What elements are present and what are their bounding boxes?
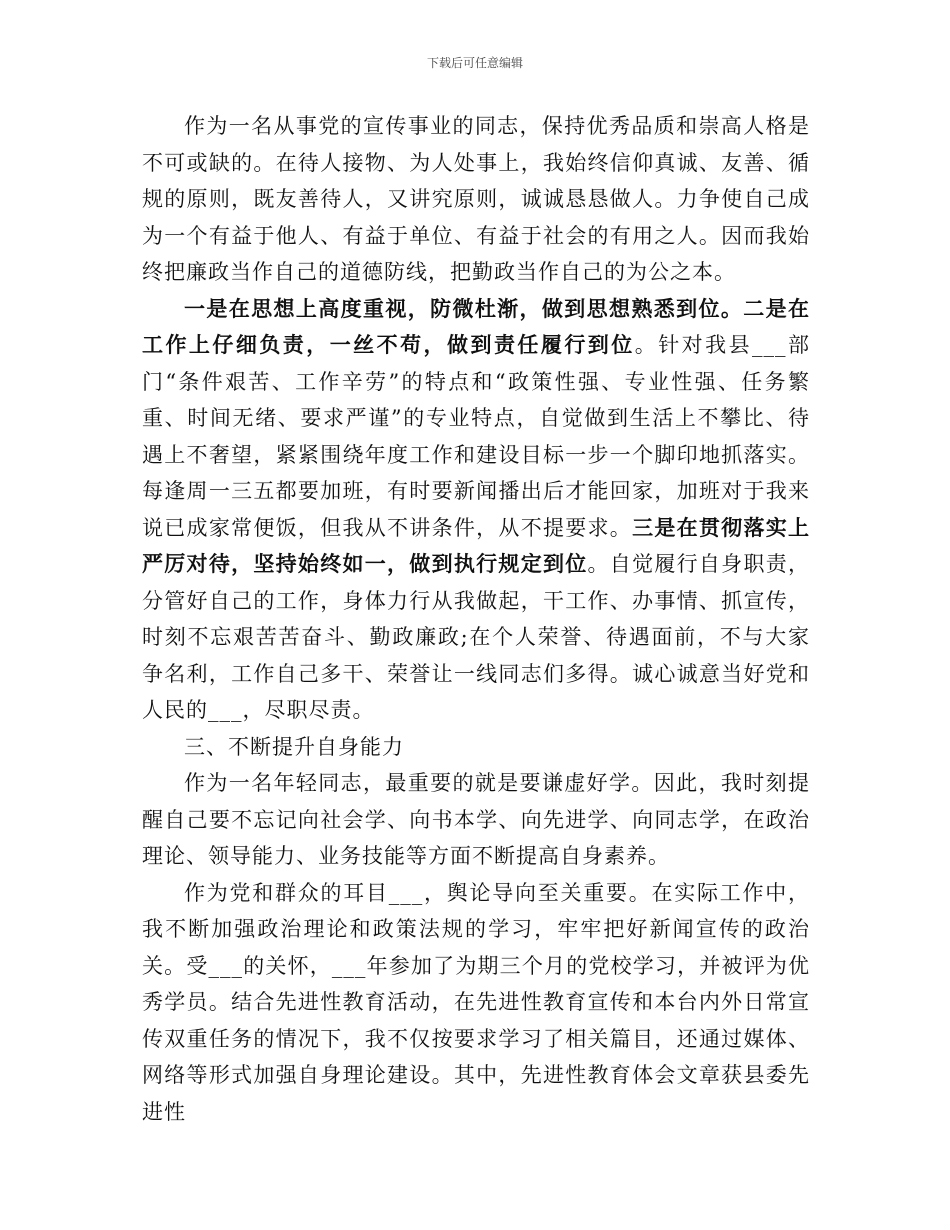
page-header: 下载后可任意编辑 bbox=[426, 56, 523, 70]
paragraph-4: 作为党和群众的耳目___，舆论导向至关重要。在实际工作中，我不断加强政治理论和政策法规的学习，牢牢把好新闻宣传的政治关。受___的关怀，___年参加了为期三个月的党校学习，并被评为优秀学员。结合先进性教育活动，在先进性教育宣传和本台内外日常宣传双重任务的情况下，我不仅按要求学习了相关篇目，还通过媒体、网络等形式加强自身理论建设。其中，先进性教育体会文章获县委先进性 bbox=[142, 880, 810, 1124]
paragraph-3: 作为一名年轻同志，最重要的就是要谦虚好学。因此，我时刻提醒自己要不忘记向社会学、向书本学、向先进学、向同志学，在政治理论、领导能力、业务技能等方面不断提高自身素养。 bbox=[142, 771, 810, 868]
text-run-1: 。针对我县___部门“条件艰苦、工作辛劳”的特点和“政策性强、专业性强、任务繁重、时间无绪、要求严谨”的专业特点，自觉做到生活上不攀比、待遇上不奢望，紧紧围绕年度工作和建设目标一步一个脚印地抓落实。每逢周一三五都要加班，有时要新闻播出后才能回家，加班对于我来说已成家常便饭，但我从不讲条件，从不提要求。 bbox=[142, 333, 811, 540]
bold-phrase-2: 三是在贯彻落实上严厉对待，坚持始终如一，做到执行规定到位 bbox=[142, 514, 811, 576]
bold-phrase-1: 一是在思想上高度重视，防微杜渐，做到思想熟悉到位。二是在工作上仔细负责，一丝不苟，做到责任履行到位 bbox=[142, 295, 810, 357]
document-body bbox=[142, 108, 810, 1130]
section-heading: 三、不断提升自身能力 bbox=[184, 734, 404, 759]
text-run-2: 。自觉履行自身职责，分管好自己的工作，身体力行从我做起，干工作、办事情、抓宣传，时刻不忘艰苦苦奋斗、勤政廉政;在个人荣誉、待遇面前，不与大家争名利，工作自己多干、荣誉让一线同志们多得。诚心诚意当好党和人民的___，尽职尽责。 bbox=[142, 552, 810, 722]
paragraph-2 bbox=[142, 291, 810, 729]
paragraph-1: 作为一名从事党的宣传事业的同志，保持优秀品质和崇高人格是不可或缺的。在待人接物、为人处事上，我始终信仰真诚、友善、循规的原则，既友善待人，又讲究原则，诚诚恳恳做人。力争使自己成为一个有益于他人、有益于单位、有益于社会的有用之人。因而我始终把廉政当作自己的道德防线，把勤政当作自己的为公之本。 bbox=[142, 114, 810, 284]
